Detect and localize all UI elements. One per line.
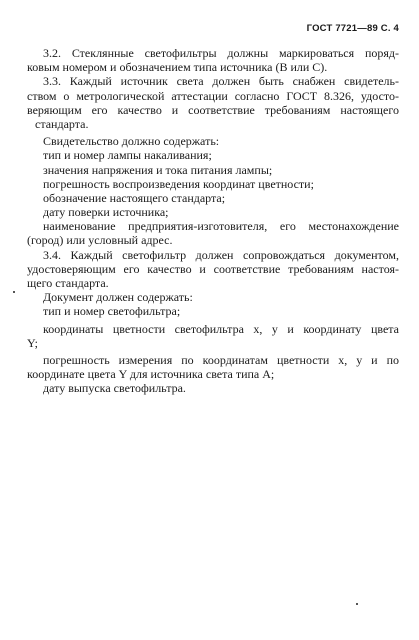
text-line: ковым номером и обозначением типа источника (В или С). — [27, 60, 328, 75]
text-line: 3.4. Каждый светофильтр должен сопровождаться документом, — [43, 247, 399, 262]
text-line: 3.2. Стеклянные светофильтры должны маркироваться поряд- — [43, 46, 399, 60]
text-line: Свидетельство должно содержать: — [43, 134, 220, 149]
text-line: тип и номер светофильтра; — [43, 304, 181, 319]
margin-mark — [13, 291, 15, 293]
text-line: погрешность измерения по координатам цветности x, y и по — [43, 352, 399, 367]
text-line: 3.3. Каждый источник света должен быть снабжен свидетель- — [43, 74, 399, 89]
page-speck — [356, 603, 358, 605]
text-line: веряющим его качество и соответствие требованиям настоящего — [27, 102, 399, 117]
text-line: стандарта. — [35, 116, 89, 131]
text-line: значения напряжения и тока питания лампы; — [43, 162, 273, 177]
text-line: погрешность воспроизведения координат цветности; — [43, 176, 314, 191]
text-line: тип и номер лампы накаливания; — [43, 148, 212, 163]
text-line: координате цвета Y для источника света типа А; — [27, 367, 275, 382]
text-line: удостоверяющим его качество и соответствие требованиям настоя- — [27, 261, 399, 276]
text-line: Y; — [27, 335, 38, 350]
text-line: дату выпуска светофильтра. — [43, 381, 186, 396]
text-line: (город) или условный адрес. — [27, 233, 173, 248]
text-line: дату поверки источника; — [43, 205, 169, 220]
text-line: координаты цветности светофильтра x, y и координату цвета — [43, 321, 399, 336]
text-line: ством о метрологической аттестации согласно ГОСТ 8.326, удосто- — [27, 88, 399, 103]
text-line: обозначение настоящего стандарта; — [43, 190, 226, 205]
text-line: Документ должен содержать: — [43, 290, 193, 305]
text-line: наименование предприятия-изготовителя, его местонахождение — [43, 219, 399, 234]
text-line: щего стандарта. — [27, 276, 109, 290]
page-header: ГОСТ 7721—89 С. 4 — [306, 23, 399, 34]
document-body — [27, 46, 399, 396]
